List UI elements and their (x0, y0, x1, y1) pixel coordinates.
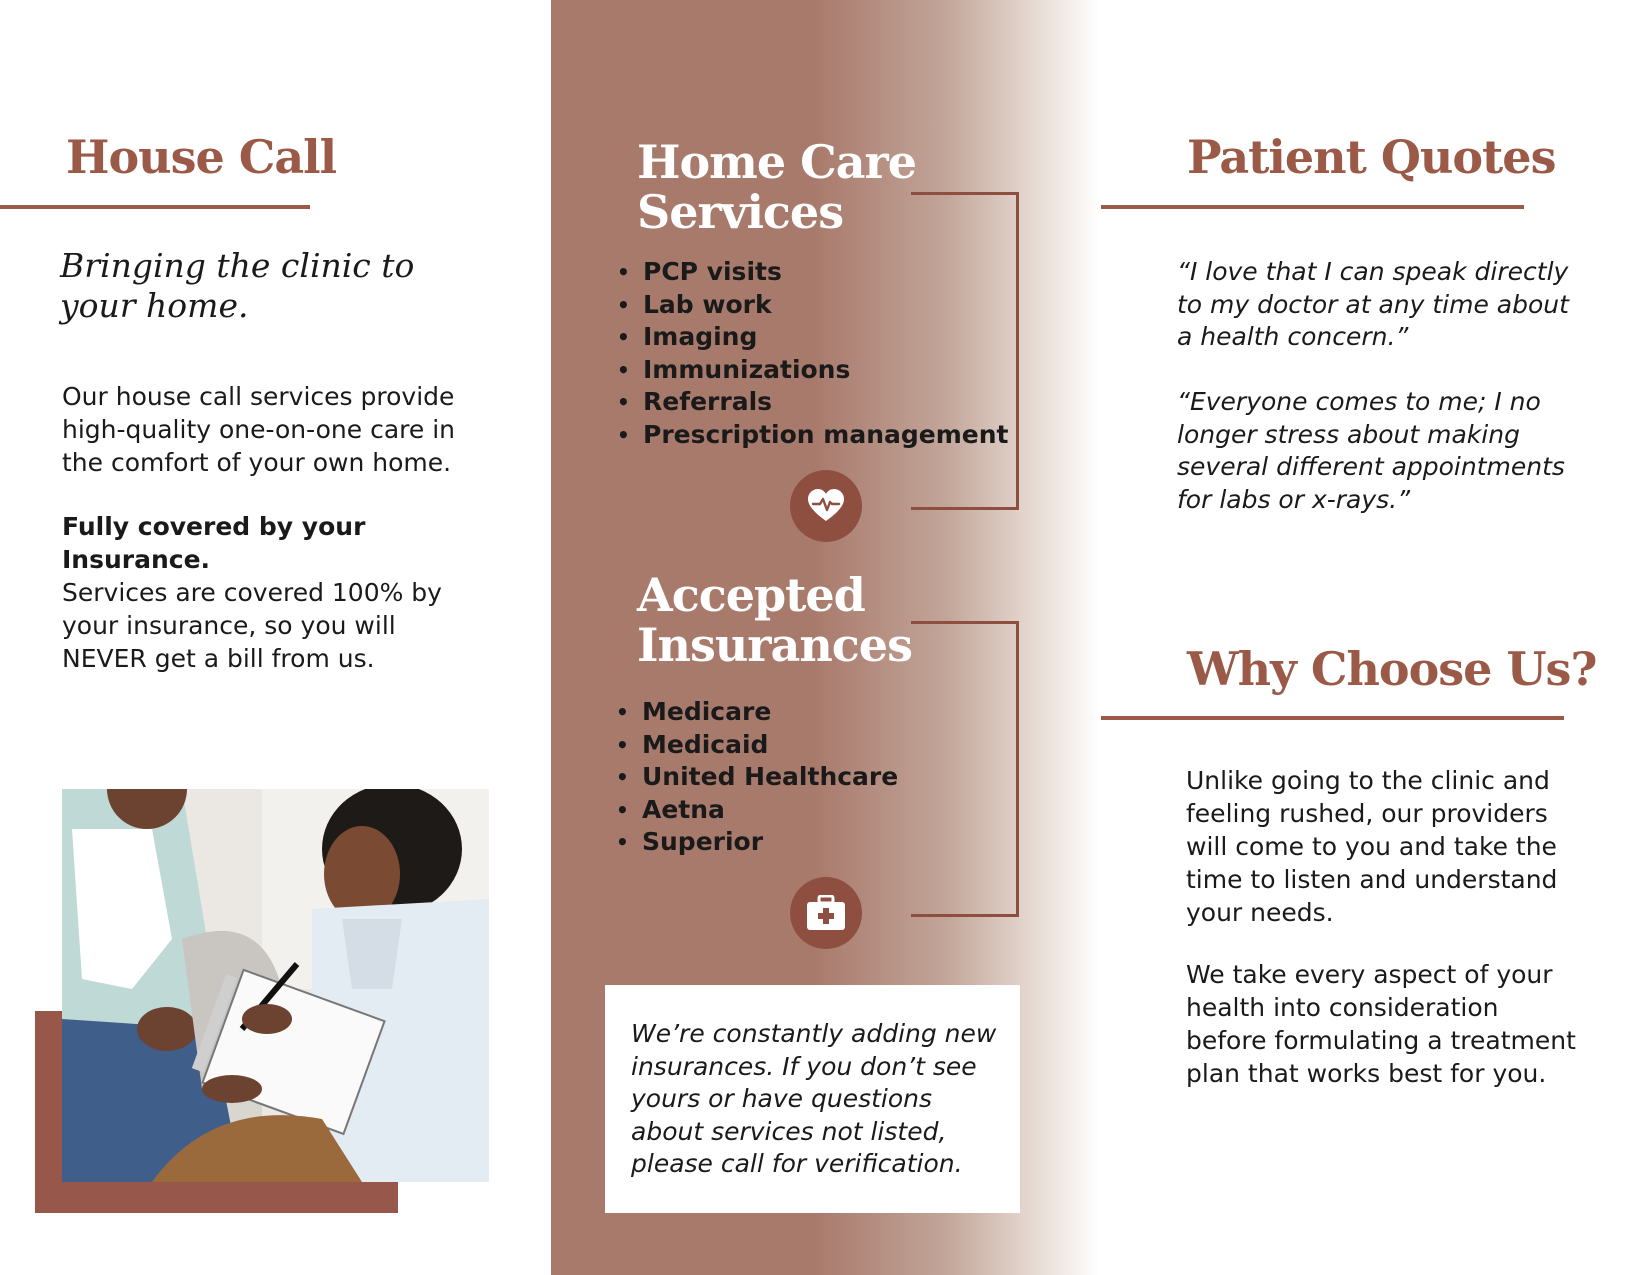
why-choose-us-divider (1101, 716, 1564, 720)
list-item: • Prescription management (617, 419, 1017, 452)
why-choose-us-paragraph: We take every aspect of your health into consideration before formulating a treatment plan that works best for you. (1186, 960, 1576, 1088)
insurance-coverage-highlight: Fully covered by your Insurance. (62, 512, 366, 574)
services-bracket-line (911, 192, 1019, 510)
house-call-divider (0, 205, 310, 209)
list-item: • Superior (616, 826, 1016, 859)
patient-quotes-divider (1101, 205, 1524, 209)
list-item: • Medicaid (616, 729, 1016, 762)
insurance-note-text: We’re constantly adding new insurances. If you don’t see yours or have questions about services not listed, please call for verification. (631, 1019, 997, 1178)
why-choose-us-title: Why Choose Us? (1187, 642, 1597, 696)
patient-quotes-title: Patient Quotes (1187, 130, 1556, 184)
consultation-illustration (62, 789, 489, 1182)
house-call-title: House Call (66, 130, 337, 184)
patient-quote: “Everyone comes to me; I no longer stress about making several different appointments for labs or x-rays.” (1177, 387, 1565, 514)
heart-pulse-icon (790, 470, 862, 542)
list-item: • Referrals (617, 386, 1017, 419)
list-item: • PCP visits (617, 256, 1017, 289)
list-item: • Immunizations (617, 354, 1017, 387)
list-item: • Medicare (616, 696, 1016, 729)
home-care-services-title: Home Care Services (637, 135, 917, 239)
why-choose-us-paragraph: Unlike going to the clinic and feeling rushed, our providers will come to you and take the time to listen and understand your needs. (1186, 766, 1558, 927)
tagline: Bringing the clinic to your home. (60, 246, 415, 325)
list-item: • Lab work (617, 289, 1017, 322)
house-call-description: Our house call services provide high-quality one-on-one care in the comfort of your own home. (62, 382, 456, 477)
coverage-details: Services are covered 100% by your insurance, so you will NEVER get a bill from us. (62, 578, 442, 673)
accepted-insurances-title: Accepted Insurances (637, 568, 912, 672)
consultation-photo (62, 789, 489, 1182)
list-item: • United Healthcare (616, 761, 1016, 794)
heart-pulse-glyph (807, 489, 845, 523)
list-item: • Imaging (617, 321, 1017, 354)
medical-kit-glyph (806, 895, 846, 931)
list-item: • Aetna (616, 794, 1016, 827)
insurances-bracket-line (911, 621, 1019, 917)
patient-quote: “I love that I can speak directly to my doctor at any time about a health concern.” (1177, 257, 1569, 351)
medical-kit-icon (790, 877, 862, 949)
